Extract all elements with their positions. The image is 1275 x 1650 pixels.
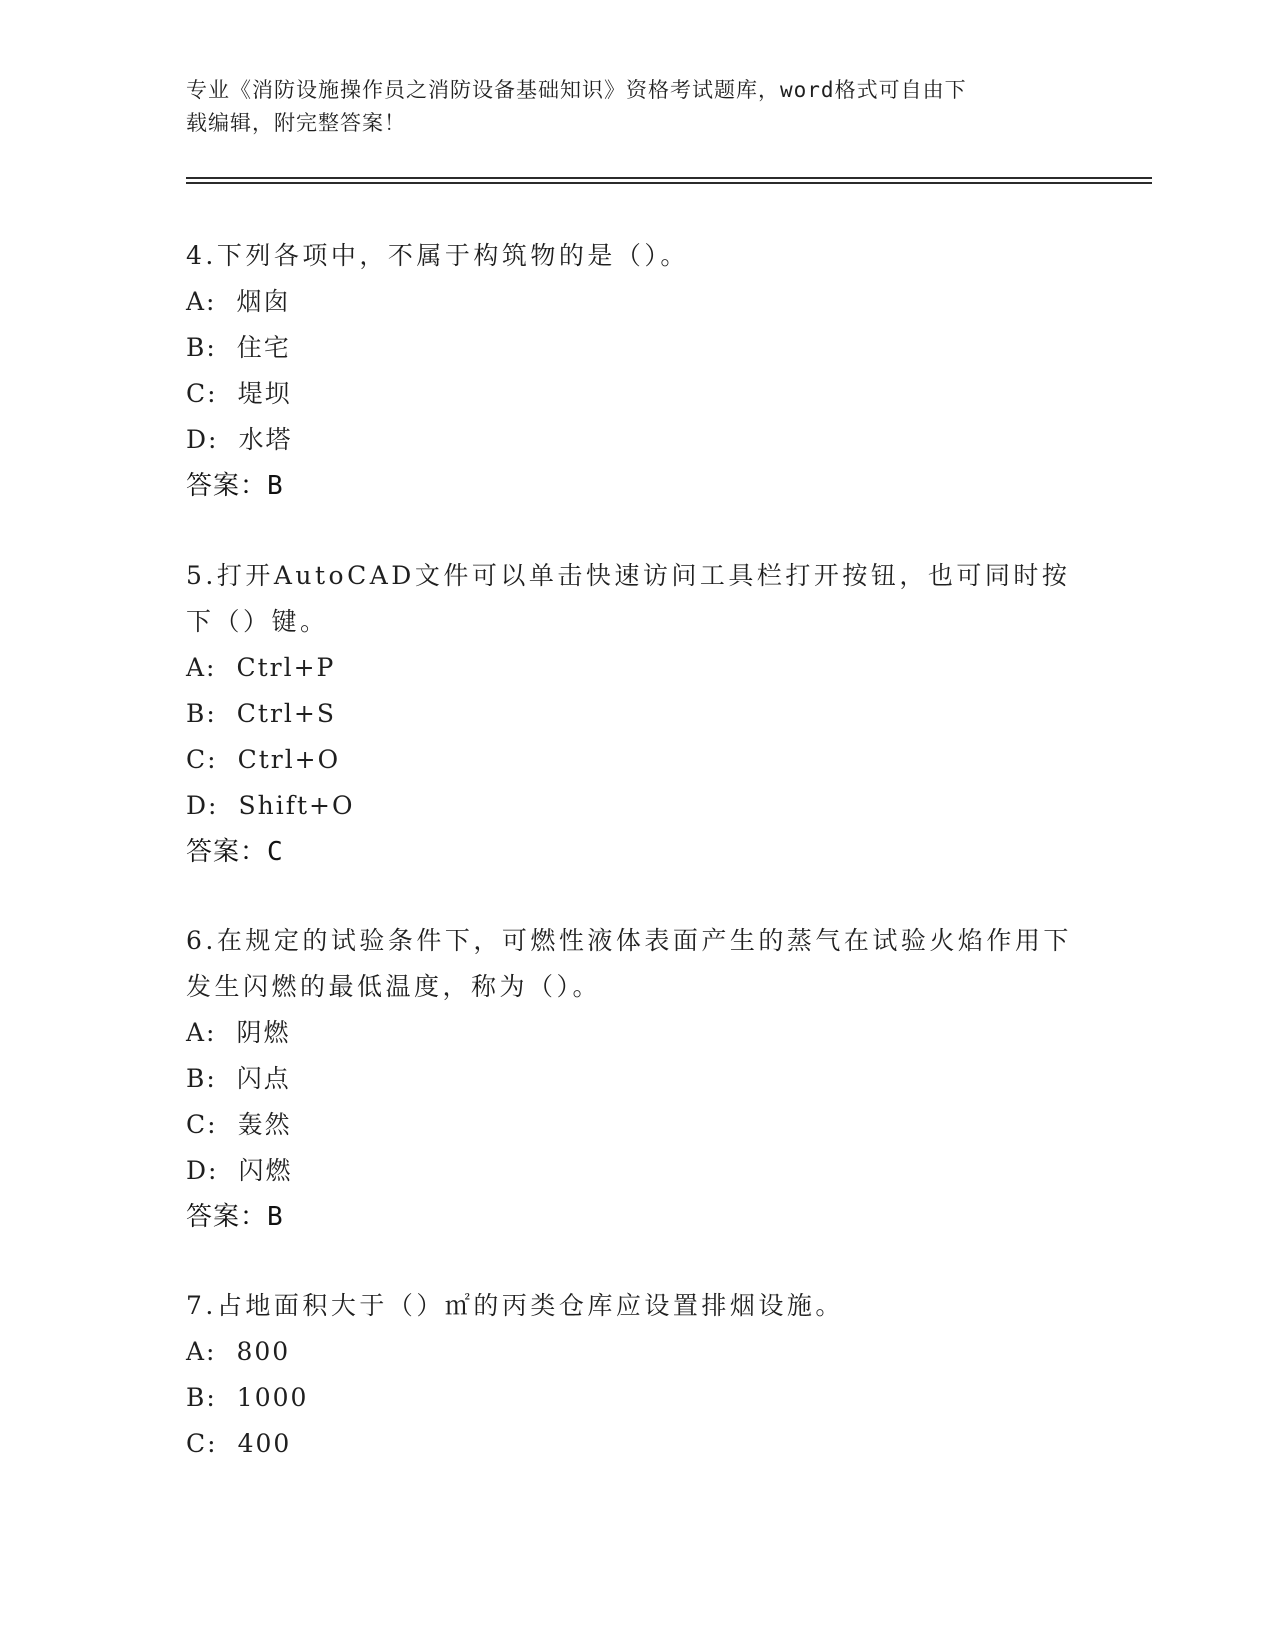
question-title: 5.打开AutoCAD文件可以单击快速访问工具栏打开按钮，也可同时按下（）键。 [186, 561, 1071, 636]
option-a: A: 烟囱 [186, 287, 291, 316]
header-divider-top [186, 177, 1152, 179]
option-text: 烟囱 [236, 287, 291, 316]
option-text: Ctrl+S [236, 699, 336, 728]
option-b: B: 1000 [186, 1383, 309, 1412]
question-title: 4.下列各项中，不属于构筑物的是（）。 [186, 241, 689, 270]
option-text: 1000 [236, 1383, 309, 1412]
option-a: A: 阴燃 [186, 1018, 291, 1047]
option-text: 水塔 [238, 425, 293, 454]
option-c: C: 400 [186, 1429, 292, 1458]
question-title: 6.在规定的试验条件下，可燃性液体表面产生的蒸气在试验火焰作用下发生闪燃的最低温度，称为（）。 [186, 926, 1072, 1001]
option-c: C: 轰然 [186, 1110, 292, 1139]
option-b: B: 住宅 [186, 333, 291, 362]
question-title: 7.占地面积大于（）㎡的丙类仓库应设置排烟设施。 [186, 1291, 844, 1320]
question-6 [186, 918, 1086, 1240]
option-text: 400 [237, 1429, 292, 1458]
option-text: Ctrl+P [236, 653, 336, 682]
option-b: B: 闪点 [186, 1064, 291, 1093]
header-line-2: 载编辑，附完整答案！ [186, 111, 406, 135]
option-text: 800 [236, 1337, 291, 1366]
option-b: B: Ctrl+S [186, 699, 336, 728]
answer: 答案：B [186, 471, 284, 501]
option-d: D: Shift+O [186, 791, 355, 820]
answer: 答案：B [186, 1202, 284, 1232]
question-7 [186, 1283, 1086, 1467]
option-text: 轰然 [237, 1110, 292, 1139]
option-c: C: Ctrl+O [186, 745, 341, 774]
option-a: A: Ctrl+P [186, 653, 336, 682]
question-5 [186, 553, 1086, 875]
option-c: C: 堤坝 [186, 379, 292, 408]
option-text: 阴燃 [236, 1018, 291, 1047]
option-d: D: 水塔 [186, 425, 293, 454]
option-text: 堤坝 [237, 379, 292, 408]
answer: 答案：C [186, 837, 284, 867]
question-4 [186, 233, 1086, 509]
option-a: A: 800 [186, 1337, 291, 1366]
document-header [186, 74, 1086, 140]
option-text: Shift+O [238, 791, 355, 820]
header-line-1: 专业《消防设施操作员之消防设备基础知识》资格考试题库，word格式可自由下 [186, 78, 967, 102]
header-divider-bottom [186, 182, 1152, 184]
option-text: 闪点 [236, 1064, 291, 1093]
option-d: D: 闪燃 [186, 1156, 293, 1185]
option-text: 住宅 [236, 333, 291, 362]
option-text: 闪燃 [238, 1156, 293, 1185]
option-text: Ctrl+O [237, 745, 341, 774]
